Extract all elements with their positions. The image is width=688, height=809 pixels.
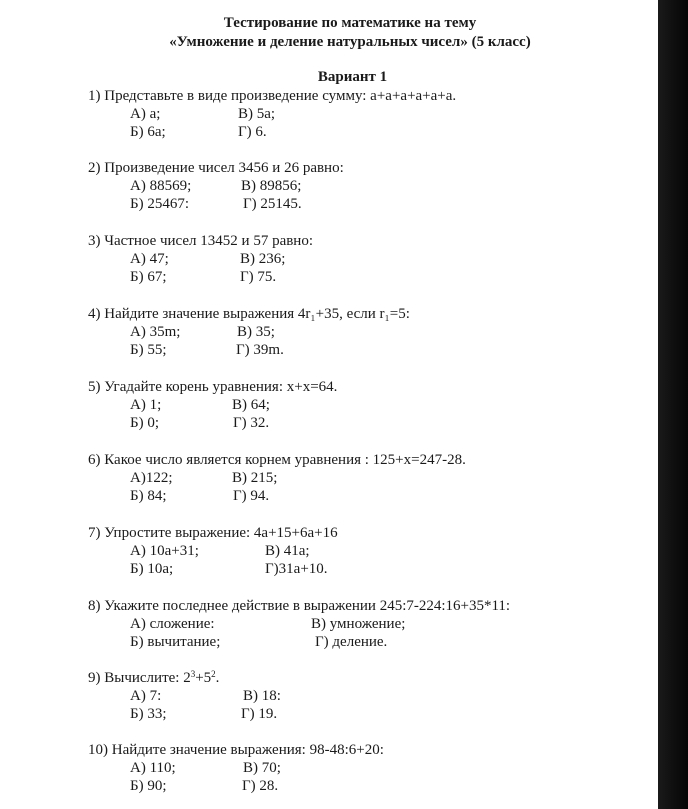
option-a: А) 7: [130, 688, 162, 704]
option-a: А) 1; [130, 397, 162, 413]
option-b: Б) 84; [130, 488, 167, 504]
question-text: 1) Представьте в виде произведение сумму: a+a+a+a+a+a. [88, 88, 457, 104]
dark-page-edge [658, 0, 688, 809]
question-text: 10) Найдите значение выражения: 98-48:6+20: [88, 742, 384, 758]
option-v: В) 236; [240, 251, 286, 267]
option-b: Б) 67; [130, 269, 167, 285]
question-text: 5) Угадайте корень уравнения: x+x=64. [88, 379, 338, 395]
option-a: А) 47; [130, 251, 169, 267]
option-b: Б) 33; [130, 706, 167, 722]
option-v: В) 89856; [241, 178, 302, 194]
doc-title-line1: Тестирование по математике на тему [223, 15, 477, 31]
option-g: Г)31a+10. [265, 561, 328, 577]
option-a: А) 10a+31; [130, 543, 199, 559]
option-b: Б) 25467: [130, 196, 190, 212]
question-text: 9) Вычислите: $2^3+5^2$. [88, 669, 220, 686]
option-a: А) 110; [130, 760, 176, 776]
question-text: 2) Произведение чисел 3456 и 26 равно: [88, 160, 344, 176]
option-g: Г) деление. [315, 634, 388, 650]
option-a: А) 88569; [130, 178, 192, 194]
option-v: В) 70; [243, 760, 281, 776]
option-g: Г) 32. [233, 415, 270, 431]
question-text: 8) Укажите последнее действие в выражении 245:7-224:16+35*11: [88, 598, 511, 614]
option-b: Б) 0; [130, 415, 160, 431]
option-g: Г) 25145. [243, 196, 302, 212]
question-text: 6) Какое число является корнем уравнения : 125+x=247-28. [88, 452, 466, 468]
option-v: В) 35; [237, 324, 275, 340]
question-text: 4) Найдите значение выражения 4r₁+35, если r₁=5: [88, 306, 410, 322]
option-v: В) 64; [232, 397, 270, 413]
option-g: Г) 75. [240, 269, 277, 285]
option-g: Г) 6. [238, 124, 267, 140]
option-a: А) сложение: [130, 616, 215, 632]
doc-title-line2: «Умножение и деление натуральных чисел» (5 класс) [169, 34, 531, 50]
question-text: 7) Упростите выражение: 4a+15+6a+16 [88, 525, 338, 541]
option-a: А)122; [130, 470, 173, 486]
option-a: А) а; [130, 106, 161, 122]
option-g: Г) 94. [233, 488, 270, 504]
option-v: В) 215; [232, 470, 278, 486]
variant-heading: Вариант 1 [317, 69, 388, 85]
option-g: Г) 39m. [236, 342, 284, 358]
option-b: Б) 55; [130, 342, 167, 358]
option-b: Б) 10a; [130, 561, 174, 577]
option-a: А) 35m; [130, 324, 181, 340]
option-b: Б) вычитание; [130, 634, 221, 650]
question-text: 3) Частное чисел 13452 и 57 равно: [88, 233, 313, 249]
option-g: Г) 19. [241, 706, 278, 722]
option-v: В) 5а; [238, 106, 276, 122]
option-v: В) умножение; [311, 616, 406, 632]
option-v: В) 41a; [265, 543, 310, 559]
option-b: Б) 90; [130, 778, 167, 794]
option-g: Г) 28. [242, 778, 279, 794]
option-b: Б) 6а; [130, 124, 166, 140]
option-v: В) 18: [243, 688, 281, 704]
